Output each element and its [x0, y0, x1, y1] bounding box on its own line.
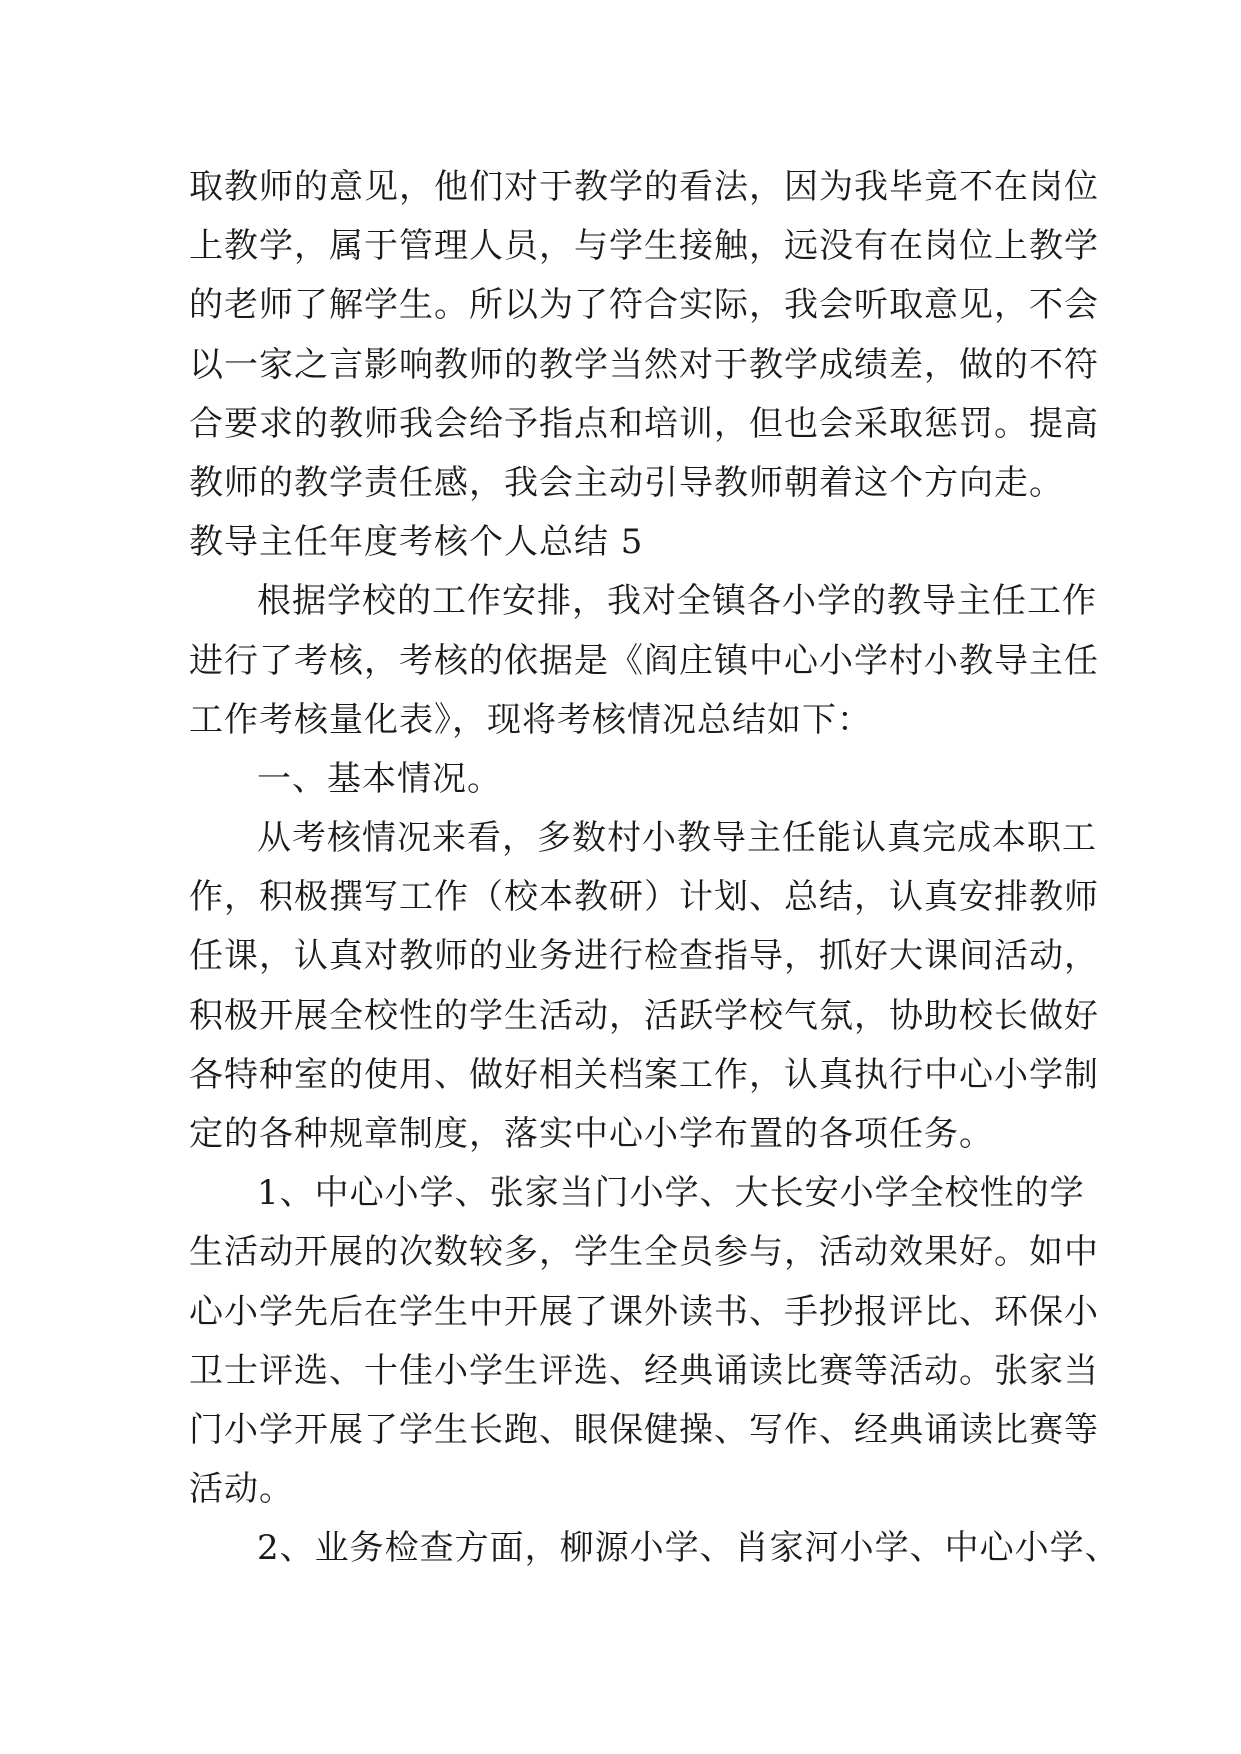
text-line: 各特种室的使用、做好相关档案工作，认真执行中心小学制 — [189, 1054, 1099, 1095]
text-line: 生活动开展的次数较多，学生全员参与，活动效果好。如中 — [189, 1232, 1099, 1273]
text-line: 作，积极撰写工作（校本教研）计划、总结，认真安排教师 — [189, 877, 1099, 918]
text-line: 进行了考核，考核的依据是《阎庄镇中心小学村小教导主任 — [189, 640, 1099, 681]
text-line: 合要求的教师我会给予指点和培训，但也会采取惩罚。提高 — [189, 403, 1099, 444]
section-heading: 教导主任年度考核个人总结 5 — [189, 522, 644, 563]
text-line: 积极开展全校性的学生活动，活跃学校气氛，协助校长做好 — [189, 995, 1099, 1036]
text-line: 心小学先后在学生中开展了课外读书、手抄报评比、环保小 — [189, 1291, 1099, 1332]
text-line: 的老师了解学生。所以为了符合实际，我会听取意见，不会 — [189, 285, 1099, 326]
text-line: 教师的教学责任感，我会主动引导教师朝着这个方向走。 — [189, 462, 1064, 503]
text-line: 工作考核量化表》，现将考核情况总结如下： — [189, 699, 872, 740]
text-line: 取教师的意见，他们对于教学的看法，因为我毕竟不在岗位 — [189, 167, 1099, 207]
subsection-heading: 一、基本情况。 — [257, 758, 502, 799]
text-line: 卫士评选、十佳小学生评选、经典诵读比赛等活动。张家当 — [189, 1350, 1099, 1391]
paragraph-first-line: 从考核情况来看，多数村小教导主任能认真完成本职工 — [257, 818, 1097, 859]
text-line: 活动。 — [189, 1469, 294, 1510]
text-line: 以一家之言影响教师的教学当然对于教学成绩差，做的不符 — [189, 344, 1099, 385]
paragraph-first-line: 2、业务检查方面，柳源小学、肖家河小学、中心小学、 — [257, 1528, 1120, 1569]
document-body — [189, 158, 1120, 1579]
text-line: 门小学开展了学生长跑、眼保健操、写作、经典诵读比赛等 — [189, 1409, 1099, 1450]
paragraph-first-line: 1、中心小学、张家当门小学、大长安小学全校性的学 — [257, 1173, 1085, 1214]
text-line: 定的各种规章制度，落实中心小学布置的各项任务。 — [189, 1114, 994, 1154]
text-line: 任课，认真对教师的业务进行检查指导，抓好大课间活动， — [189, 936, 1099, 977]
paragraph-first-line: 根据学校的工作安排，我对全镇各小学的教导主任工作 — [257, 581, 1097, 622]
text-line: 上教学，属于管理人员，与学生接触，远没有在岗位上教学 — [189, 226, 1099, 267]
